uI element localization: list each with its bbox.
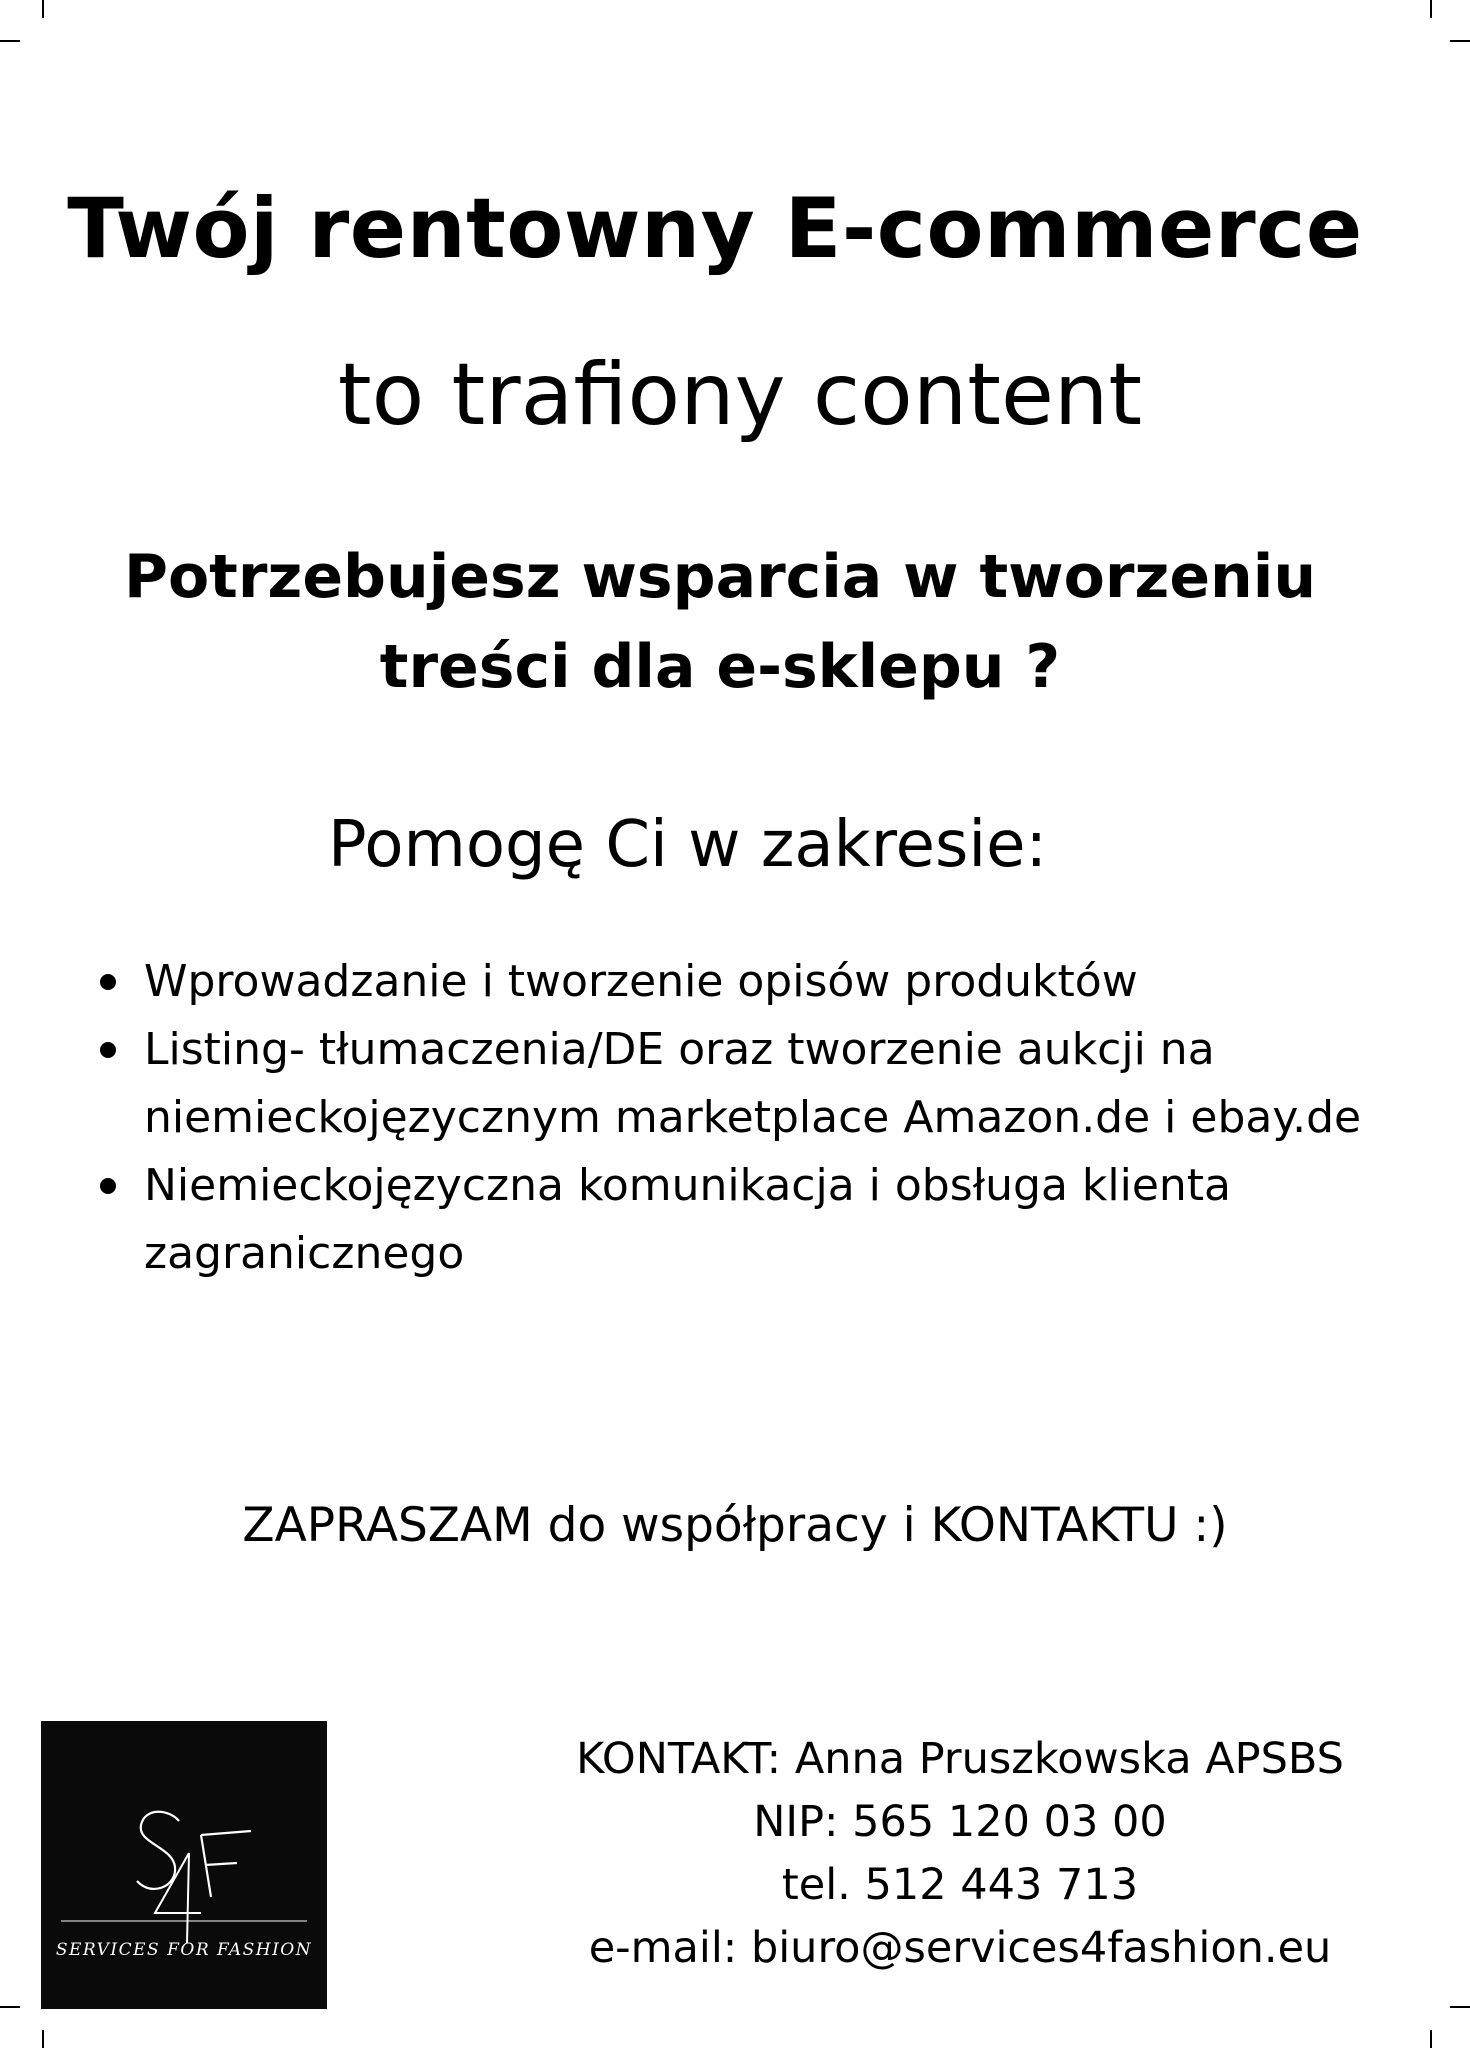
bullet-dot-icon [100, 1178, 116, 1194]
flyer-title: Twój rentowny E-commerce [67, 180, 1363, 277]
list-item [90, 948, 1430, 1016]
s4f-monogram-icon [41, 1721, 327, 2009]
contact-block [480, 1728, 1440, 1980]
crop-mark-top-left-horizontal [0, 40, 20, 42]
service-line-1: Niemieckojęzyczna komunikacja i obsługa klienta [144, 1160, 1232, 1211]
crop-mark-top-right-horizontal [1450, 40, 1470, 42]
service-line-1: Listing- tłumaczenia/DE oraz tworzenie aukcji na [144, 1024, 1215, 1075]
logo-tagline: SERVICES FOR FASHION [55, 1940, 313, 1960]
services-intro: Pomogę Ci w zakresie: [328, 808, 1048, 882]
invitation-text [0, 1498, 1470, 1553]
flyer-question [0, 542, 1440, 702]
crop-mark-top-left-vertical [42, 0, 44, 18]
contact-name: KONTAKT: Anna Pruszkowska APSBS [576, 1734, 1344, 1784]
services4fashion-logo [41, 1721, 327, 2009]
list-item [90, 1152, 1430, 1288]
crop-mark-top-right-vertical [1430, 0, 1432, 18]
service-line-2: niemieckojęzycznym marketplace Amazon.de i ebay.de [144, 1092, 1362, 1143]
crop-mark-bottom-right-vertical [1430, 2030, 1432, 2048]
question-line-1: Potrzebujesz wsparcia w tworzeniu [123, 542, 1317, 612]
list-item [90, 1016, 1430, 1152]
flyer-subtitle: to trafiony content [337, 345, 1143, 445]
crop-mark-bottom-right-horizontal [1450, 2006, 1470, 2008]
service-line-2: zagranicznego [144, 1228, 465, 1279]
contact-nip: NIP: 565 120 03 00 [753, 1797, 1167, 1847]
crop-mark-bottom-left-horizontal [0, 2006, 20, 2008]
crop-mark-bottom-left-vertical [42, 2030, 44, 2048]
invitation-label: ZAPRASZAM do współpracy i KONTAKTU :) [242, 1498, 1228, 1553]
contact-email[interactable]: e-mail: biuro@services4fashion.eu [588, 1923, 1332, 1973]
contact-phone: tel. 512 443 713 [781, 1860, 1139, 1910]
services-list [90, 948, 1430, 1288]
question-line-2: treści dla e-sklepu ? [379, 632, 1061, 702]
bullet-dot-icon [100, 974, 116, 990]
bullet-dot-icon [100, 1042, 116, 1058]
service-line-1: Wprowadzanie i tworzenie opisów produktów [144, 956, 1138, 1007]
